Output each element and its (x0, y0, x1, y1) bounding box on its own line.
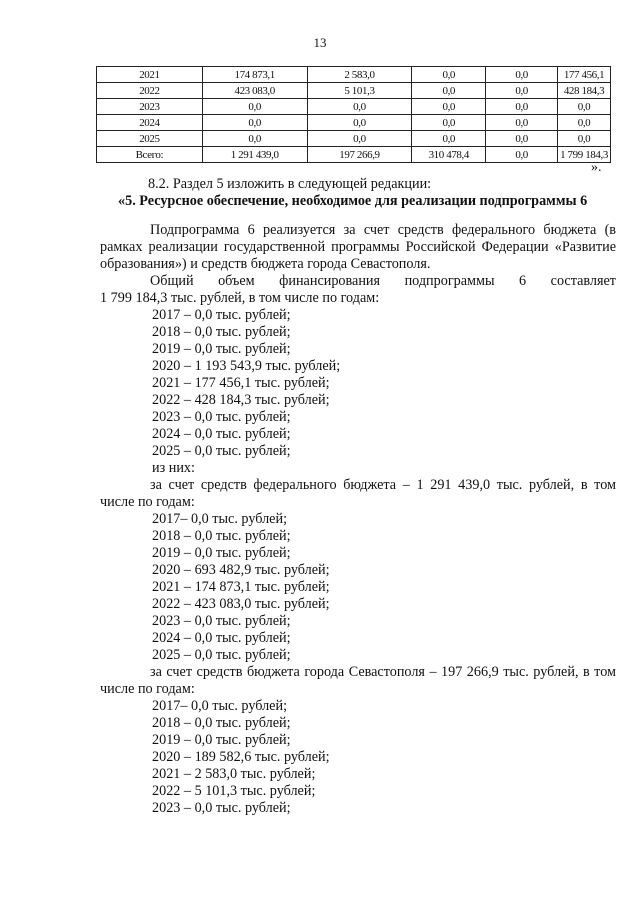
table-cell: 0,0 (307, 115, 412, 131)
list-item: 2020 – 189 582,6 тыс. рублей; (152, 749, 330, 765)
list-item: 2020 – 1 193 543,9 тыс. рублей; (152, 358, 341, 374)
city-intro: за счет средств бюджета города Севастополя – 197 266,9 тыс. рублей, в том числе по годам: (100, 664, 616, 697)
table-cell: 0,0 (558, 99, 611, 115)
list-item: 2023 – 0,0 тыс. рублей; (152, 409, 291, 425)
paragraph-sources: Подпрограмма 6 реализуется за счет средств федерального бюджета (в рамках реализации государственной программы Российской Федерации «Развитие образования») и средств бюджета города Севастополя. (100, 222, 616, 272)
table-cell: 2022 (97, 83, 203, 99)
table-cell: 0,0 (486, 67, 558, 83)
table-cell: 2 583,0 (307, 67, 412, 83)
list-item: 2017– 0,0 тыс. рублей; (152, 698, 288, 714)
table-row (97, 83, 611, 99)
city-years-list (100, 698, 616, 817)
table-cell: 0,0 (412, 131, 486, 147)
table-cell: 2023 (97, 99, 203, 115)
table-cell: 0,0 (412, 115, 486, 131)
list-item: 2021 – 174 873,1 тыс. рублей; (152, 579, 330, 595)
table-cell: 0,0 (202, 131, 307, 147)
table-cell: 0,0 (412, 67, 486, 83)
table-cell: 0,0 (202, 115, 307, 131)
paragraph-total-line2: 1 799 184,3 тыс. рублей, в том числе по годам: (100, 290, 380, 306)
list-item: 2018 – 0,0 тыс. рублей; (152, 324, 291, 340)
table-cell: 310 478,4 (412, 147, 486, 163)
list-item: 2017 – 0,0 тыс. рублей; (152, 307, 291, 323)
table-cell: 1 799 184,3 (558, 147, 611, 163)
list-item: 2017– 0,0 тыс. рублей; (152, 511, 288, 527)
table-cell: 428 184,3 (558, 83, 611, 99)
list-item: 2023 – 0,0 тыс. рублей; (152, 800, 291, 816)
table-cell: 177 456,1 (558, 67, 611, 83)
table-cell: 0,0 (486, 131, 558, 147)
table-cell: 0,0 (307, 99, 412, 115)
list-item: 2018 – 0,0 тыс. рублей; (152, 528, 291, 544)
list-item: 2022 – 423 083,0 тыс. рублей; (152, 596, 330, 612)
funding-table (96, 66, 611, 163)
list-item: 2025 – 0,0 тыс. рублей; (152, 443, 291, 459)
list-item: 2021 – 177 456,1 тыс. рублей; (152, 375, 330, 391)
table-cell: 0,0 (558, 115, 611, 131)
list-item: 2022 – 5 101,3 тыс. рублей; (152, 783, 316, 799)
table-cell: 0,0 (486, 115, 558, 131)
list-item: 2023 – 0,0 тыс. рублей; (152, 613, 291, 629)
table-cell: 0,0 (412, 99, 486, 115)
list-item: 2020 – 693 482,9 тыс. рублей; (152, 562, 330, 578)
list-item: 2022 – 428 184,3 тыс. рублей; (152, 392, 330, 408)
table-row (97, 99, 611, 115)
table-cell: 5 101,3 (307, 83, 412, 99)
table-cell: 0,0 (307, 131, 412, 147)
table-cell: Всего: (97, 147, 203, 163)
section-intro: 8.2. Раздел 5 изложить в следующей редакции: (148, 176, 432, 192)
table-cell: 0,0 (412, 83, 486, 99)
table-row-total (97, 147, 611, 163)
document-body (100, 176, 616, 817)
page-number: 13 (313, 35, 327, 50)
table-cell: 0,0 (486, 99, 558, 115)
list-item: 2018 – 0,0 тыс. рублей; (152, 715, 291, 731)
table-cell: 174 873,1 (202, 67, 307, 83)
table-row (97, 131, 611, 147)
table-row (97, 115, 611, 131)
federal-intro: за счет средств федерального бюджета – 1 291 439,0 тыс. рублей, в том числе по годам: (100, 477, 616, 510)
list-item: 2019 – 0,0 тыс. рублей; (152, 732, 291, 748)
total-years-list (100, 307, 616, 460)
list-item: 2024 – 0,0 тыс. рублей; (152, 426, 291, 442)
list-item: 2025 – 0,0 тыс. рублей; (152, 647, 291, 663)
closing-quote: ». (591, 160, 602, 175)
section-heading: «5. Ресурсное обеспечение, необходимое для реализации подпрограммы 6 (118, 193, 588, 209)
table-cell: 2025 (97, 131, 203, 147)
table-cell: 2024 (97, 115, 203, 131)
table-cell: 423 083,0 (202, 83, 307, 99)
of-them-label: из них: (152, 460, 195, 476)
table-cell: 0,0 (486, 147, 558, 163)
table-cell: 197 266,9 (307, 147, 412, 163)
table-cell: 0,0 (486, 83, 558, 99)
list-item: 2019 – 0,0 тыс. рублей; (152, 545, 291, 561)
table-cell: 0,0 (558, 131, 611, 147)
table-cell: 2021 (97, 67, 203, 83)
paragraph-total-line1: Общий объем финансирования подпрограммы 6 составляет (150, 273, 616, 289)
table-cell: 1 291 439,0 (202, 147, 307, 163)
table-cell: 0,0 (202, 99, 307, 115)
table-row (97, 67, 611, 83)
federal-years-list (100, 511, 616, 664)
list-item: 2019 – 0,0 тыс. рублей; (152, 341, 291, 357)
list-item: 2021 – 2 583,0 тыс. рублей; (152, 766, 316, 782)
list-item: 2024 – 0,0 тыс. рублей; (152, 630, 291, 646)
